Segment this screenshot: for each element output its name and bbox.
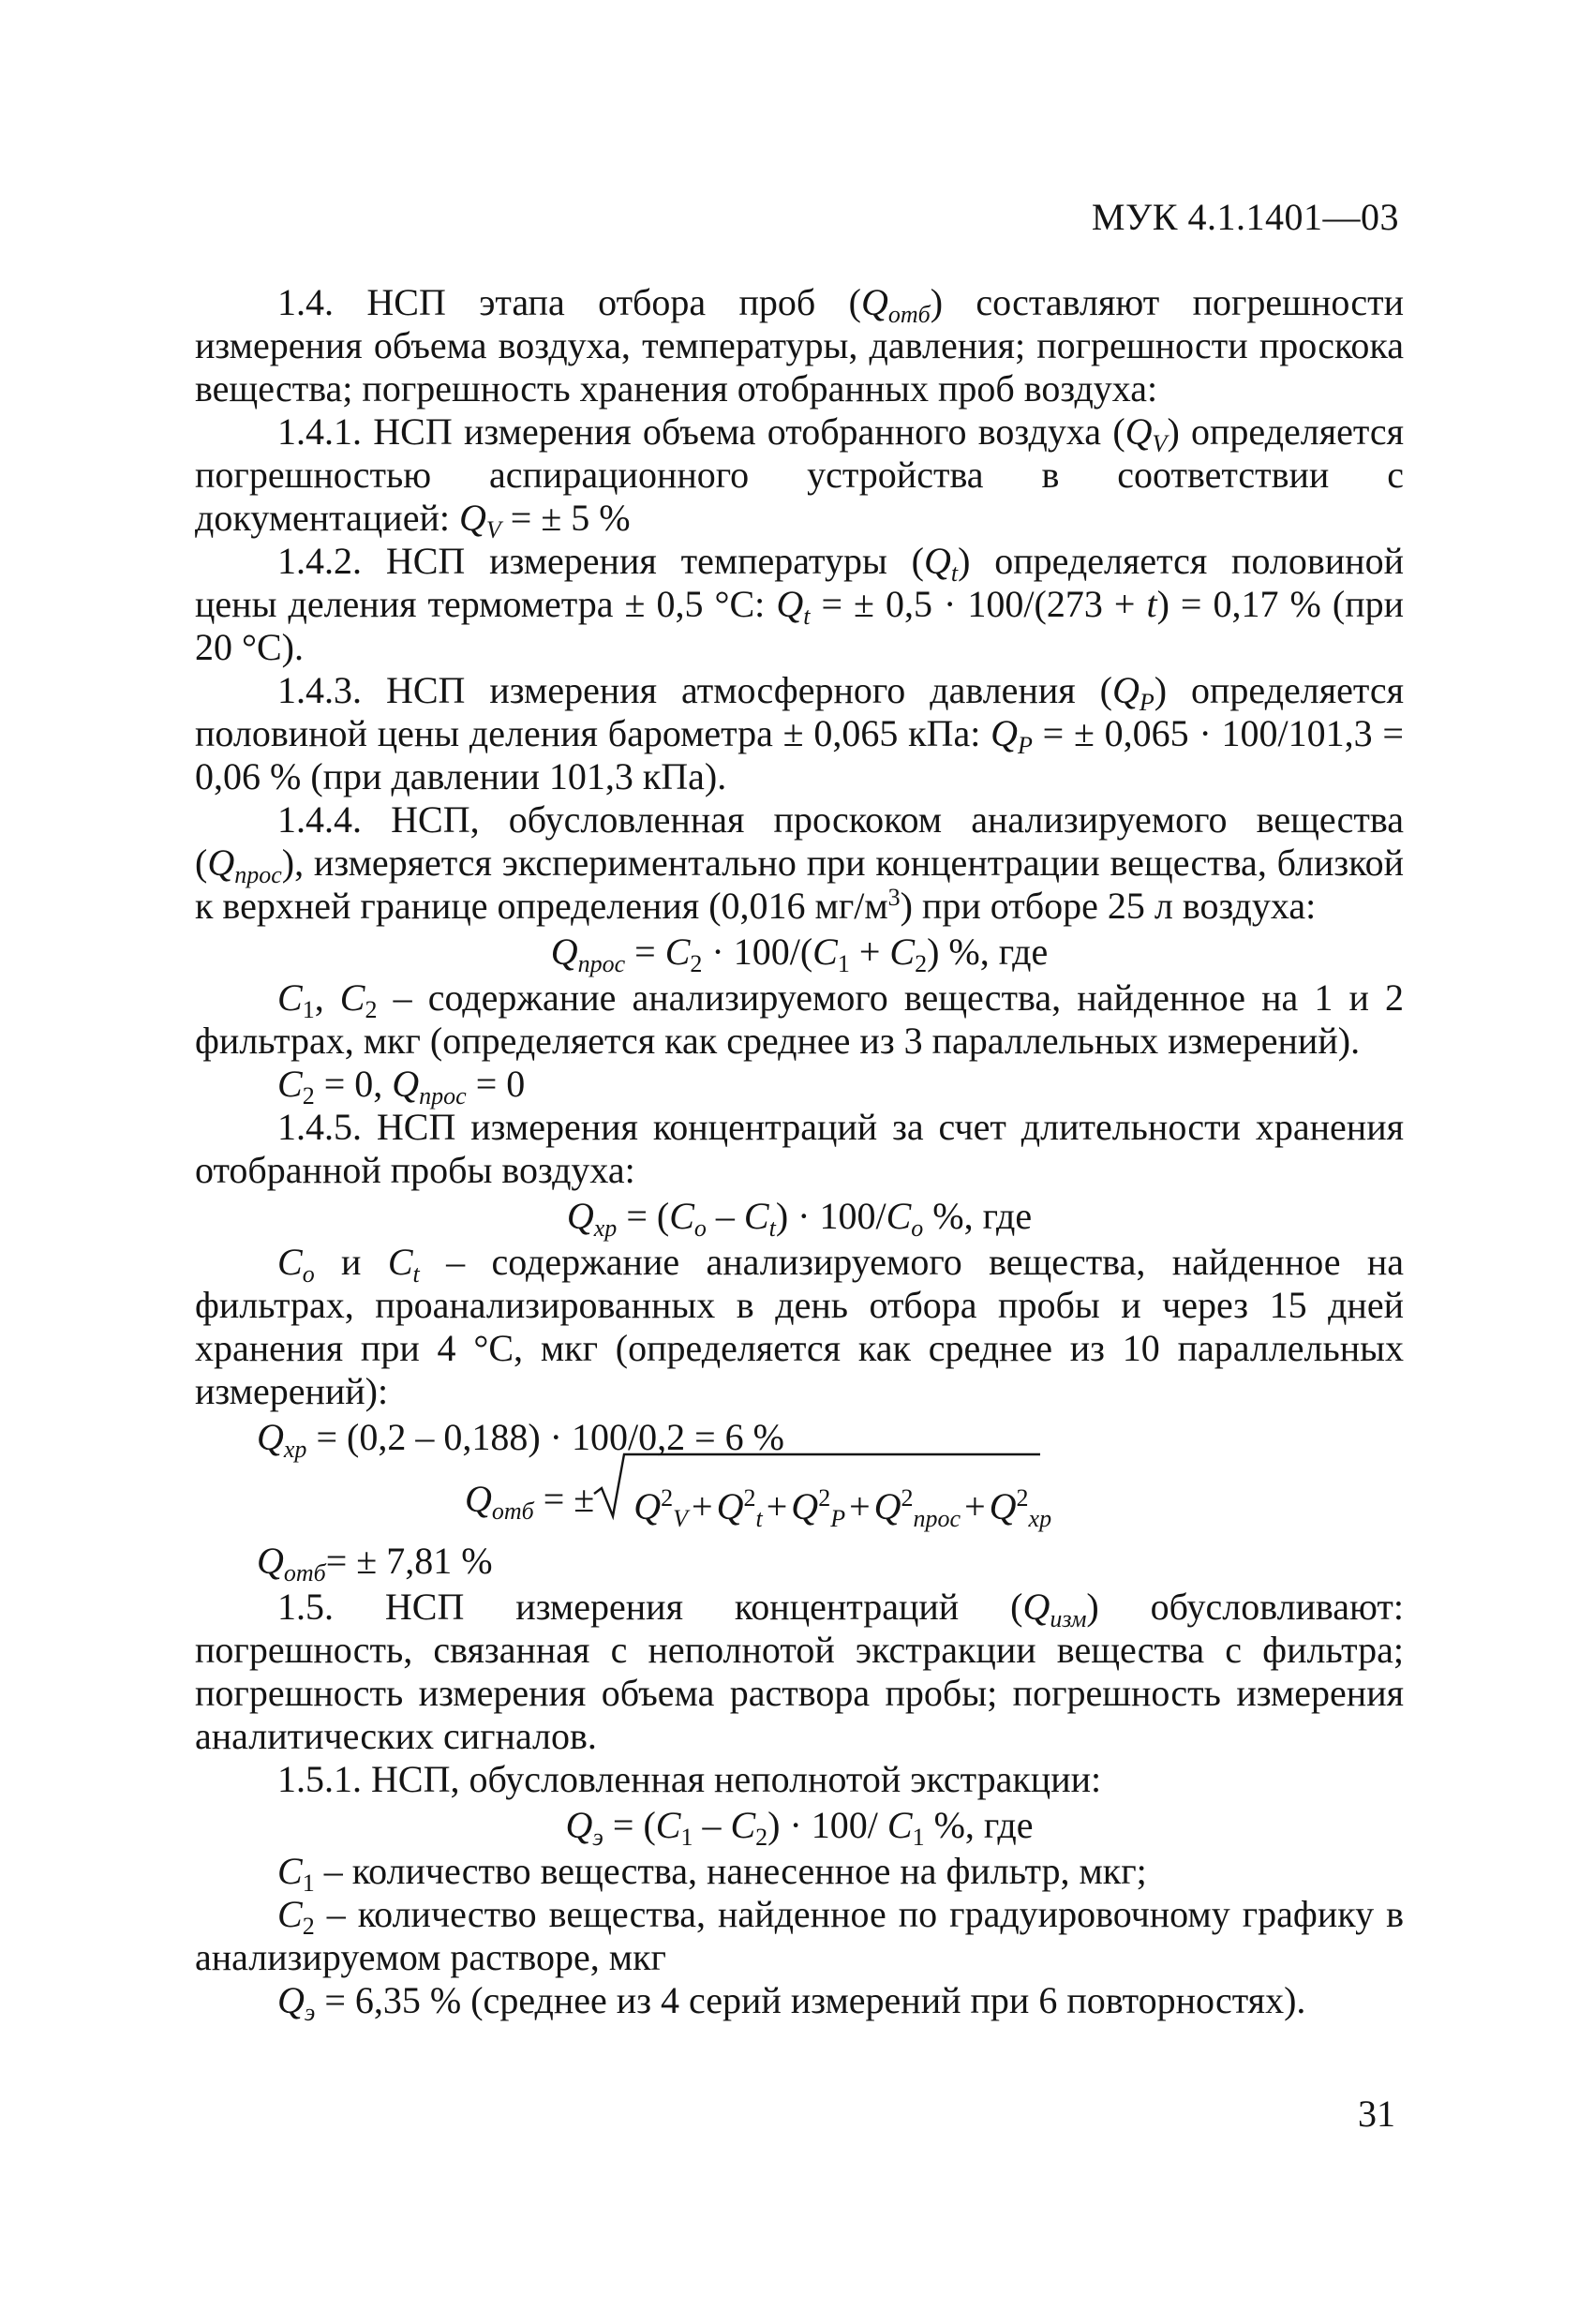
term-qt: $Q^2_t$ [716, 1484, 763, 1532]
result-breakthrough: $C_2 = 0$, $Q_{прос} = 0$ [277, 1063, 526, 1110]
term-qv: $Q^2_V$ [633, 1484, 689, 1532]
formula-total-sampling-error: $Q_{отб}$ = ± $Q^2_V + Q^2_t + Q^2_P + Q^2_{прос} + Q^2_{хр}$ [195, 1462, 1404, 1537]
paragraph-1-5-1: 1.5.1. НСП, обусловленная неполнотой экстракции: [277, 1758, 1102, 1800]
definition-c1-applied: $C_1$ – количество вещества, нанесенное на фильтр, мкг; [277, 1850, 1147, 1897]
term-qpros: $Q^2_{прос}$ [873, 1484, 961, 1532]
document-code-header: МУК 4.1.1401—03 [1091, 196, 1399, 238]
result-extraction: $Q_э = 6,35$ % (среднее из 4 серий измерений при 6 повторностях). [277, 1979, 1306, 2026]
paragraph-1-5: 1.5. НСП измерения концентраций $(Q_{изм})$ обусловливают: погрешность, связанная с неполнотой экстракции вещества с фильтра; погрешность измерения объема раствора пробы; погрешность измерения аналитических сигналов. [195, 1586, 1404, 1757]
paragraph-1-4-4: 1.4.4. НСП, обусловленная проскоком анализируемого вещества $(Q_{прос})$, измеряется экспериментально при концентрации вещества, близкой к верхней границе определения (0,016 $мг/м^3$) при отборе 25 л воздуха: [195, 798, 1404, 927]
paragraph-1-4-1: 1.4.1. НСП измерения объема отобранного воздуха $(Q_V)$ определяется погрешностью аспирационного устройства в соответствии с документацией: $Q_V$ = ± 5 % [195, 410, 1404, 544]
term-qhr: $Q^2_{хр}$ [989, 1484, 1052, 1532]
definition-c1-c2: $C_1$, $C_2$ – содержание анализируемого вещества, найденное на 1 и 2 фильтрах, мкг (определяется как среднее из 3 параллельных измерений). [195, 976, 1404, 1062]
paragraph-1-4-2: 1.4.2. НСП измерения температуры $(Q_t)$ определяется половиной цены деления термометра ± 0,5 °С: $Q_t$ = ± 0,5 · 100/(273 + t) = 0,17 % (при 20 °С). [195, 540, 1405, 668]
paragraph-1-4: 1.4. НСП этапа отбора проб $(Q_{отб})$ составляют погрешности измерения объема воздуха, температуры, давления; погрешности проскока вещества; погрешность хранения отобранных проб воздуха: [195, 281, 1404, 410]
sqrt-sign-icon [592, 1451, 1042, 1522]
term-qp: $Q^2_P$ [791, 1484, 846, 1532]
paragraph-1-4-3: 1.4.3. НСП измерения атмосферного давления $(Q_P)$ определяется половиной цены деления барометра ± 0,065 кПа: $Q_P$ = ± 0,065 · 100/101,3 = 0,06 % (при давлении 101,3 кПа). [195, 669, 1405, 797]
definition-c2-found: $C_2$ – количество вещества, найденное по градуировочному графику в анализируемом растворе, мкг [195, 1893, 1404, 1978]
paragraph-1-4-5: 1.4.5. НСП измерения концентраций за счет длительности хранения отобранной пробы воздуха: [195, 1106, 1404, 1191]
document-body [195, 281, 1405, 2026]
formula-breakthrough: $Q_{прос} = C_2 \cdot 100/(C_1 + C_2)$ %, где [550, 931, 1049, 977]
definition-co-ct: $C_o$ и $C_t$ – содержание анализируемого вещества, найденное на фильтрах, проанализированных в день отбора пробы и через 15 дней хранения при 4 °С, мкг (определяется как среднее из 10 параллельных измерений): [195, 1241, 1404, 1412]
sqrt-radical: $Q^2_V + Q^2_t + Q^2_P + Q^2_{прос} + Q^2_{хр}$ [598, 1462, 1061, 1544]
formula-storage: $Q_{хр} = (C_o - C_t) \cdot 100/C_o$ %, где [566, 1195, 1033, 1242]
calc-storage: $Q_{хр} = (0,2 - 0,188) \cdot 100/0,2 = 6$ % [257, 1416, 784, 1463]
formula-extraction: $Q_э = (C_1 - C_2) \cdot 100/$ $C_1$ %, где [565, 1804, 1034, 1851]
result-total-sampling-error: $Q_{отб}= \pm 7,81$ % [257, 1540, 493, 1587]
page-number: 31 [1358, 2093, 1395, 2135]
